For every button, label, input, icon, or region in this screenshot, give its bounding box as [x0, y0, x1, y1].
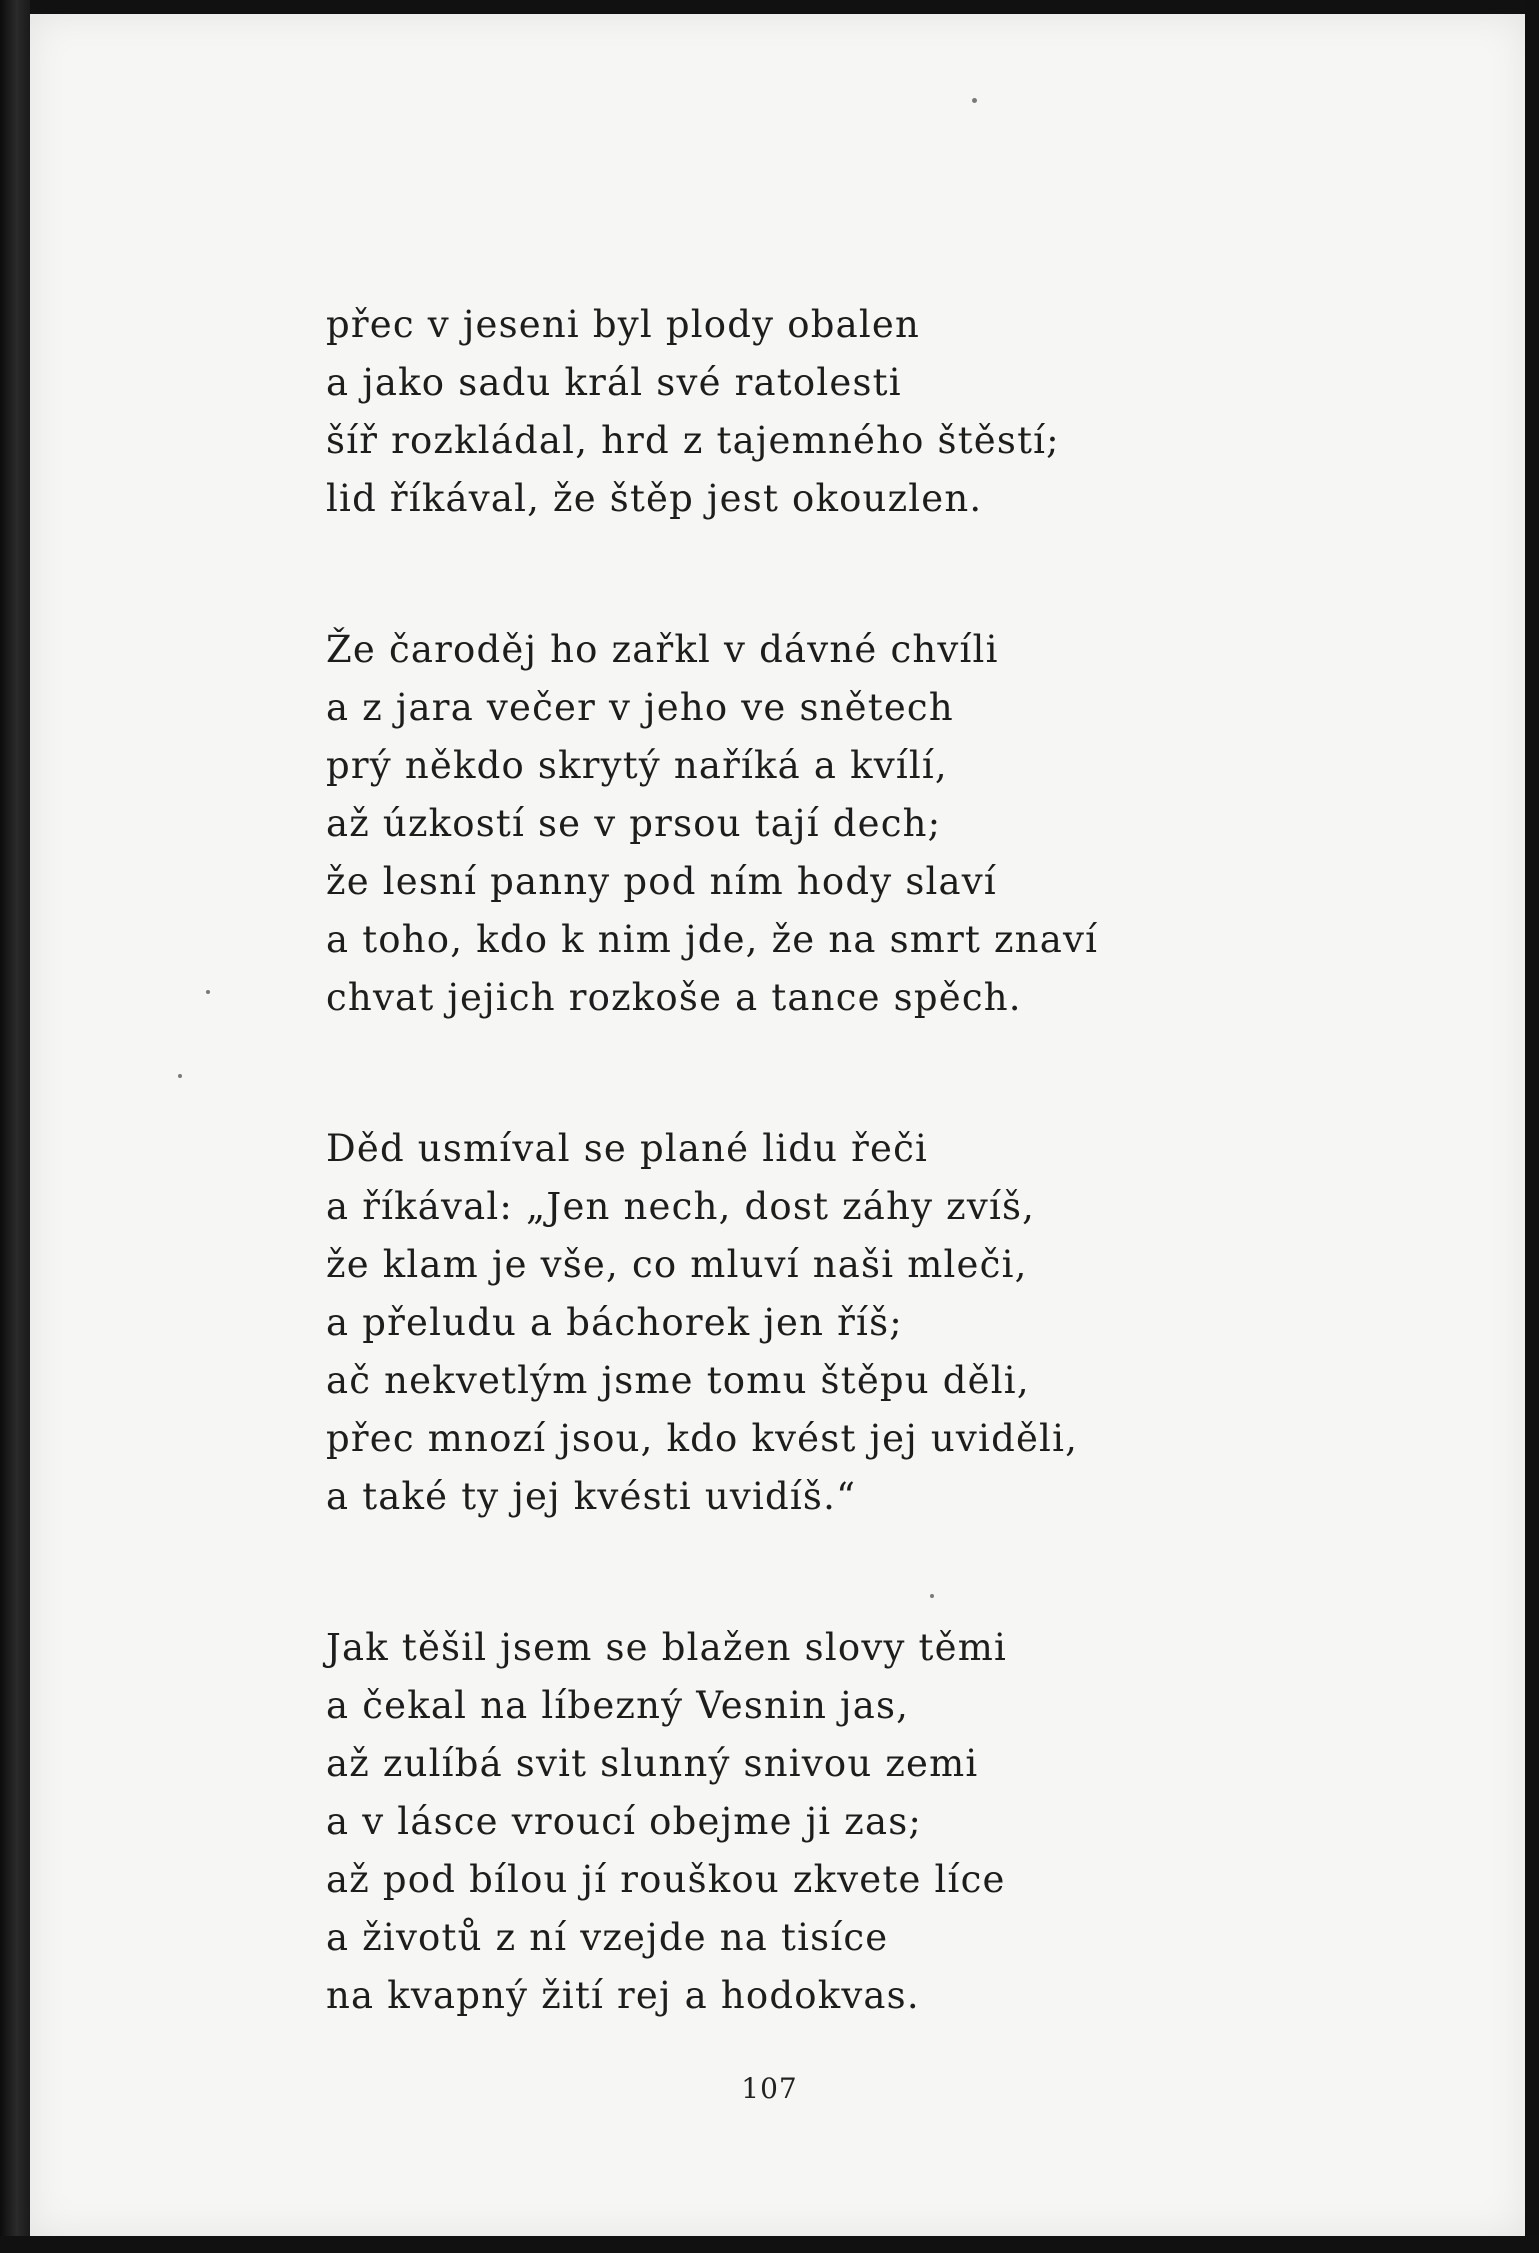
scan-bottom-edge: [0, 2236, 1539, 2253]
poem-line: přec v jeseni byl plody obalen: [326, 303, 920, 346]
poem-line: Že čaroděj ho zařkl v dávné chvíli: [326, 628, 999, 671]
poem-line: Děd usmíval se plané lidu řeči: [326, 1127, 929, 1170]
poem-line: prý někdo skrytý naříká a kvílí,: [326, 744, 948, 787]
poem-line: a také ty jej kvésti uvidíš.“: [326, 1475, 857, 1518]
stanza-3: [326, 1120, 1326, 1526]
dust-speck: [972, 98, 977, 103]
poem-line: lid říkával, že štěp jest okouzlen.: [326, 477, 983, 520]
poem-line: přec mnozí jsou, kdo kvést jej uviděli,: [326, 1417, 1079, 1460]
poem-line: až pod bílou jí rouškou zkvete líce: [326, 1858, 1006, 1901]
poem-line: a čekal na líbezný Vesnin jas,: [326, 1684, 910, 1727]
stanza-4: [326, 1619, 1326, 2025]
poem-line: na kvapný žití rej a hodokvas.: [326, 1974, 920, 2017]
dust-speck: [206, 990, 210, 994]
poem-line: a říkával: „Jen nech, dost záhy zvíš,: [326, 1185, 1036, 1228]
poem-line: a jako sadu král své ratolesti: [326, 361, 902, 404]
poem-line: ač nekvetlým jsme tomu štěpu děli,: [326, 1359, 1030, 1402]
poem-line: a z jara večer v jeho ve snětech: [326, 686, 954, 729]
poem-line: a životů z ní vzejde na tisíce: [326, 1916, 889, 1959]
poem-line: chvat jejich rozkoše a tance spěch.: [326, 976, 1022, 1019]
poem-line: až zulíbá svit slunný snivou zemi: [326, 1742, 979, 1785]
poem-line: a přeludu a báchorek jen říš;: [326, 1301, 903, 1344]
poem-line: a toho, kdo k nim jde, že na smrt znaví: [326, 918, 1099, 961]
poem-line: Jak těšil jsem se blažen slovy těmi: [326, 1626, 1008, 1669]
stanza-1: [326, 296, 1326, 528]
poem-text: [326, 296, 1326, 2118]
poem-line: až úzkostí se v prsou tají dech;: [326, 802, 942, 845]
page-number: 107: [741, 2072, 798, 2105]
poem-line: že klam je vše, co mluví naši mleči,: [326, 1243, 1028, 1286]
scan-right-edge: [1525, 0, 1539, 2253]
poem-line: že lesní panny pod ním hody slaví: [326, 860, 997, 903]
poem-line: a v lásce vroucí obejme ji zas;: [326, 1800, 923, 1843]
book-binding-edge: [0, 0, 30, 2253]
stanza-2: [326, 621, 1326, 1027]
scan-top-edge: [0, 0, 1539, 14]
dust-speck: [178, 1074, 182, 1078]
poem-line: šíř rozkládal, hrd z tajemného štěstí;: [326, 419, 1060, 462]
